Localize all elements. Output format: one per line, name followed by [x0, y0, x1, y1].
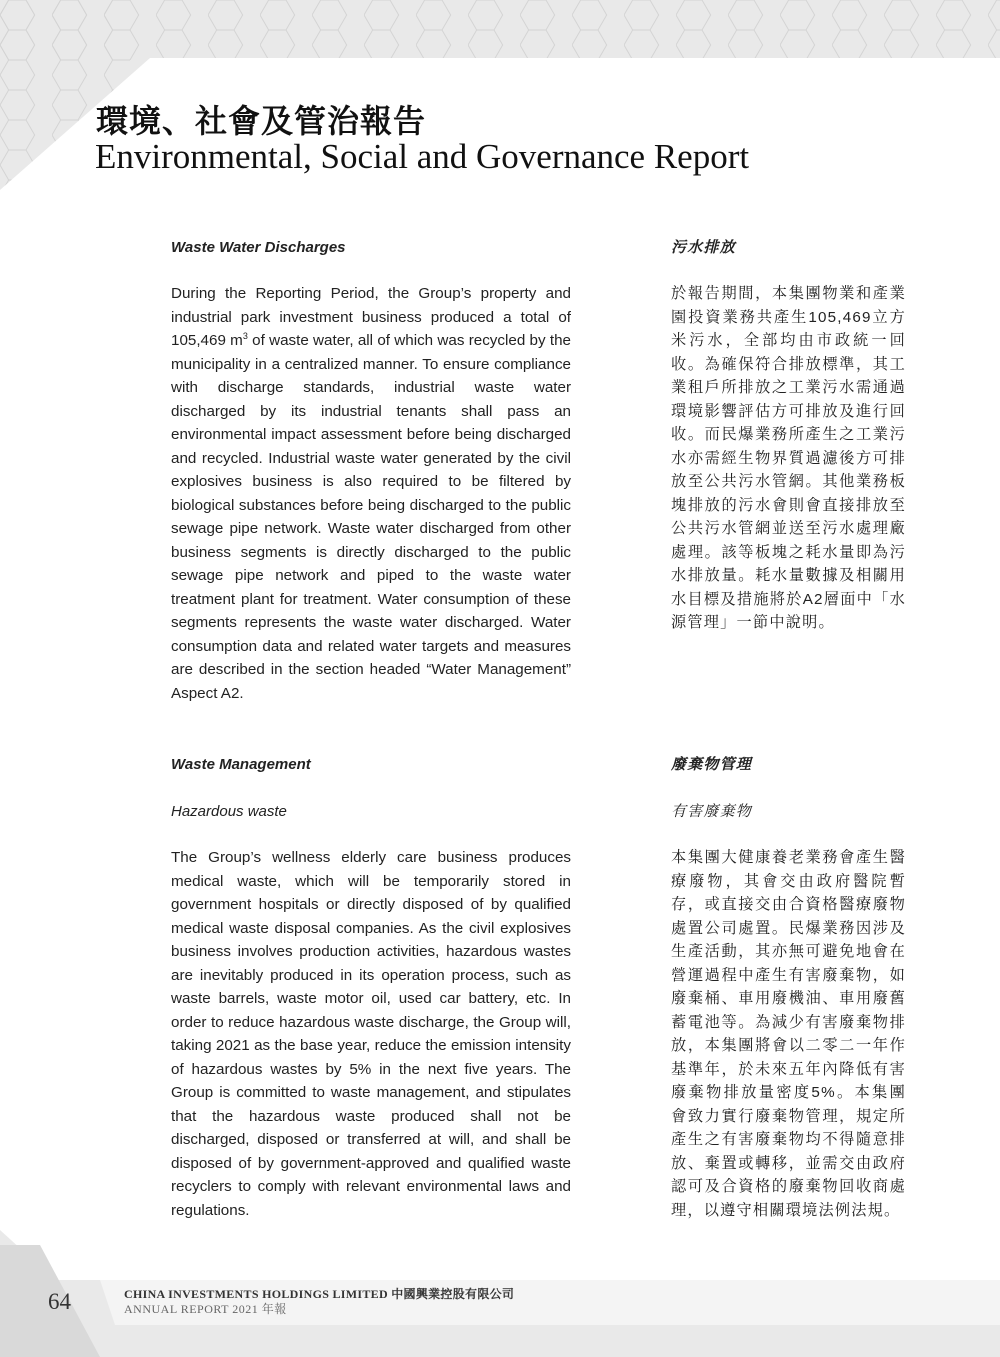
cubic-superscript: 3	[242, 330, 248, 341]
hazardous-waste-paragraph-en: The Group’s wellness elderly care business produces medical waste, which will be temporarily stored in government hospitals or directly disposed of by qualified medical waste disposal companies. As the civil explosives business involves production activities, hazardous wastes are inevitably produced in its operation process, such as waste barrels, waste motor oil, used car battery, etc. In order to reduce hazardous waste discharge, the Group will, taking 2021 as the base year, reduce the emission intensity of hazardous wastes by 5% in the next five years. The Group is committed to waste management, and stipulates that the hazardous waste produced shall not be discharged, disposed or transferred at will, and shall be disposed of by government-approved and qualified waste recyclers to comply with relevant environmental laws and regulations.	[171, 849, 571, 1219]
hazardous-waste-subheading-en: Hazardous waste	[171, 803, 287, 820]
hazardous-waste-paragraph-zh: 本集團大健康養老業務會產生醫療廢物，其會交由政府醫院暫存，或直接交由合資格醫療廢物處置公司處置。民爆業務因涉及生產活動，其亦無可避免地會在營運過程中產生有害廢棄物，如廢棄桶、車用廢機油、車用廢舊蓄電池等。為減少有害廢棄物排放，本集團將會以二零二一年作基準年，於未來五年內降低有害廢棄物排放量密度5%。本集團會致力實行廢棄物管理，規定所產生之有害廢棄物均不得隨意排放、棄置或轉移，並需交由政府認可及合資格的廢棄物回收商處理，以遵守相關環境法例法規。	[671, 849, 906, 1219]
waste-water-paragraph-en	[171, 282, 571, 705]
footer-report-label: ANNUAL REPORT 2021 年報	[124, 1302, 287, 1316]
footer-company-name: CHINA INVESTMENTS HOLDINGS LIMITED 中國興業控股有限公司	[124, 1287, 515, 1301]
waste-management-heading-zh: 廢棄物管理	[671, 756, 753, 773]
waste-water-heading-zh: 污水排放	[671, 239, 736, 256]
report-title-chinese: 環境、社會及管治報告	[96, 102, 427, 140]
waste-water-text-part2: of waste water, all of which was recycled by the municipality in a centralized manner. To ensure compliance with discharge standards, industrial waste water discharged by its industrial tenants shall pass an environmental impact assessment before being discharged and recycled. Industrial waste water generated by the civil explosives business is also required to be filtered by biological substances before being discharged to the public sewage pipe network. Waste water discharged from other business segments is directly discharged to the public sewage pipe network and piped to the waste water treatment plant for treatment. Water consumption of these segments represents the waste water discharged. Water consumption data and related water targets and measures are described in the section headed “Water Management” Aspect A2.	[171, 332, 571, 702]
report-title-english: Environmental, Social and Governance Report	[95, 137, 750, 176]
hazardous-waste-subheading-zh: 有害廢棄物	[671, 803, 753, 820]
page-number: 64	[48, 1289, 71, 1314]
waste-water-paragraph-zh: 於報告期間，本集團物業和產業園投資業務共產生105,469立方米污水，全部均由市政統一回收。為確保符合排放標準，其工業租戶所排放之工業污水需通過環境影響評估方可排放及進行回收。而民爆業務所產生之工業污水亦需經生物界質過濾後方可排放至公共污水管網。其他業務板塊排放的污水會則會直接排放至公共污水管網並送至污水處理廠處理。該等板塊之耗水量即為污水排放量。耗水量數據及相關用水目標及措施將於A2層面中「水源管理」一節中說明。	[671, 285, 906, 631]
waste-water-heading-en: Waste Water Discharges	[171, 239, 346, 256]
waste-management-heading-en: Waste Management	[171, 756, 311, 773]
waste-water-text-part1: During the Reporting Period, the Group’s property and industrial park investment business produced a total of 105,469 m	[171, 285, 571, 349]
